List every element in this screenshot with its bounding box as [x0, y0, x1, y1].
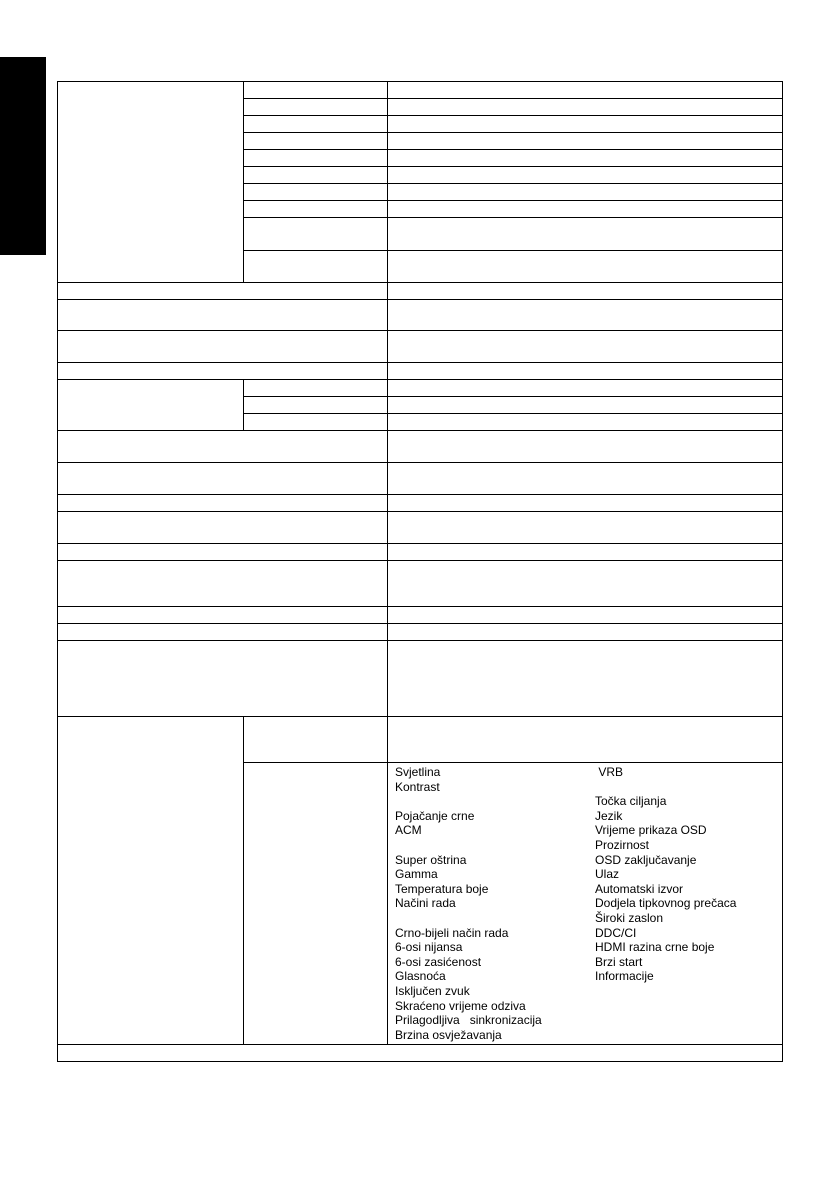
table-cell [58, 512, 388, 544]
table-row [58, 431, 783, 463]
table-cell [244, 167, 388, 184]
table-row [58, 495, 783, 512]
table-cell [388, 512, 783, 544]
table-cell [58, 561, 388, 607]
table-row [58, 1045, 783, 1062]
table-row [58, 607, 783, 624]
table-row [58, 463, 783, 495]
table-row [58, 624, 783, 641]
table-cell [388, 414, 783, 431]
table-cell [244, 150, 388, 167]
osd-item: Prilagodljiva sinkronizacija [395, 1013, 542, 1028]
table-cell [58, 331, 388, 363]
table-cell [388, 463, 783, 495]
table-cell [388, 283, 783, 300]
table-cell [58, 283, 388, 300]
table-cell [388, 641, 783, 717]
table-cell [388, 150, 783, 167]
osd-item: Kontrast [395, 779, 440, 794]
osd-item: Temperatura boje [395, 881, 489, 896]
table-cell [58, 641, 388, 717]
table-cell [244, 414, 388, 431]
table-cell [388, 82, 783, 99]
table-row [58, 641, 783, 717]
osd-item: Načini rada [395, 896, 456, 911]
osd-item: OSD zaključavanje [595, 852, 697, 867]
table-row [58, 380, 783, 397]
osd-item: Brzi start [595, 954, 643, 969]
table-cell [388, 431, 783, 463]
table-cell [244, 218, 388, 251]
table-cell [58, 82, 244, 283]
table-row [58, 363, 783, 380]
table-cell [244, 99, 388, 116]
table-row [58, 561, 783, 607]
language-side-tab [0, 57, 46, 255]
table-cell [244, 397, 388, 414]
table-cell [58, 463, 388, 495]
table-cell [388, 397, 783, 414]
table-cell [244, 201, 388, 218]
osd-item: Glasnoća [395, 969, 446, 984]
osd-items-right-list [595, 765, 736, 1042]
osd-item: Prozirnost [595, 837, 650, 852]
table-cell [58, 544, 388, 561]
table-row [58, 331, 783, 363]
table-cell [244, 116, 388, 133]
table-cell [388, 717, 783, 763]
osd-item: DDC/CI [595, 925, 637, 940]
table-cell [58, 300, 388, 331]
osd-item: Vrijeme prikaza OSD [595, 823, 707, 838]
table-cell [244, 133, 388, 150]
table-cell [388, 544, 783, 561]
table-cell [244, 717, 388, 763]
table-cell [388, 380, 783, 397]
table-cell [58, 495, 388, 512]
table-row [58, 512, 783, 544]
osd-item: Informacije [595, 969, 654, 984]
table-cell [388, 300, 783, 331]
osd-item: Gamma [395, 867, 438, 882]
osd-item: VRB [595, 765, 624, 779]
osd-item: HDMI razina crne boje [595, 940, 715, 955]
list-spacer [395, 794, 595, 809]
table-cell [244, 380, 388, 397]
osd-item: Isključen zvuk [395, 983, 470, 998]
osd-menu-items-cell [388, 763, 783, 1045]
table-cell [58, 607, 388, 624]
osd-item: Pojačanje crne [395, 808, 475, 823]
osd-item: Široki zaslon [595, 910, 664, 925]
osd-item: Brzina osvježavanja [395, 1027, 502, 1042]
table-cell [388, 331, 783, 363]
list-spacer [395, 911, 595, 926]
table-cell [58, 1045, 783, 1062]
specification-table [57, 81, 783, 1062]
osd-item: ACM [395, 823, 422, 838]
osd-item: Super oštrina [395, 852, 467, 867]
table-cell [244, 251, 388, 283]
osd-item: Crno-bijeli način rada [395, 925, 509, 940]
osd-item: 6-osi zasićenost [395, 954, 482, 969]
osd-item: 6-osi nijansa [395, 940, 463, 955]
table-cell [388, 184, 783, 201]
table-cell [388, 218, 783, 251]
table-cell [244, 82, 388, 99]
table-cell [388, 495, 783, 512]
table-cell [388, 201, 783, 218]
list-spacer [395, 838, 595, 853]
osd-item: Automatski izvor [595, 881, 684, 896]
osd-item: Dodjela tipkovnog prečaca [595, 896, 737, 911]
table-cell [58, 717, 244, 1045]
table-cell [58, 363, 388, 380]
table-cell [58, 431, 388, 463]
table-cell [388, 116, 783, 133]
list-spacer [595, 780, 736, 795]
table-cell [388, 624, 783, 641]
table-cell [58, 624, 388, 641]
table-cell [58, 380, 244, 431]
table-row [58, 544, 783, 561]
table-row [58, 300, 783, 331]
table-cell [388, 561, 783, 607]
table-row [58, 717, 783, 763]
table-cell [388, 607, 783, 624]
table-cell [388, 167, 783, 184]
osd-items-left-list [395, 765, 595, 1042]
table-cell [244, 184, 388, 201]
osd-item: Ulaz [595, 867, 620, 882]
table-cell [388, 251, 783, 283]
table-cell [244, 763, 388, 1045]
table-cell [388, 363, 783, 380]
table-row [58, 82, 783, 99]
table-cell [388, 99, 783, 116]
osd-item: Jezik [595, 808, 623, 823]
table-row [58, 283, 783, 300]
osd-item: Svjetlina [395, 765, 441, 779]
osd-item: Skraćeno vrijeme odziva [395, 998, 526, 1013]
table-cell [388, 133, 783, 150]
osd-item: Točka ciljanja [595, 794, 667, 809]
